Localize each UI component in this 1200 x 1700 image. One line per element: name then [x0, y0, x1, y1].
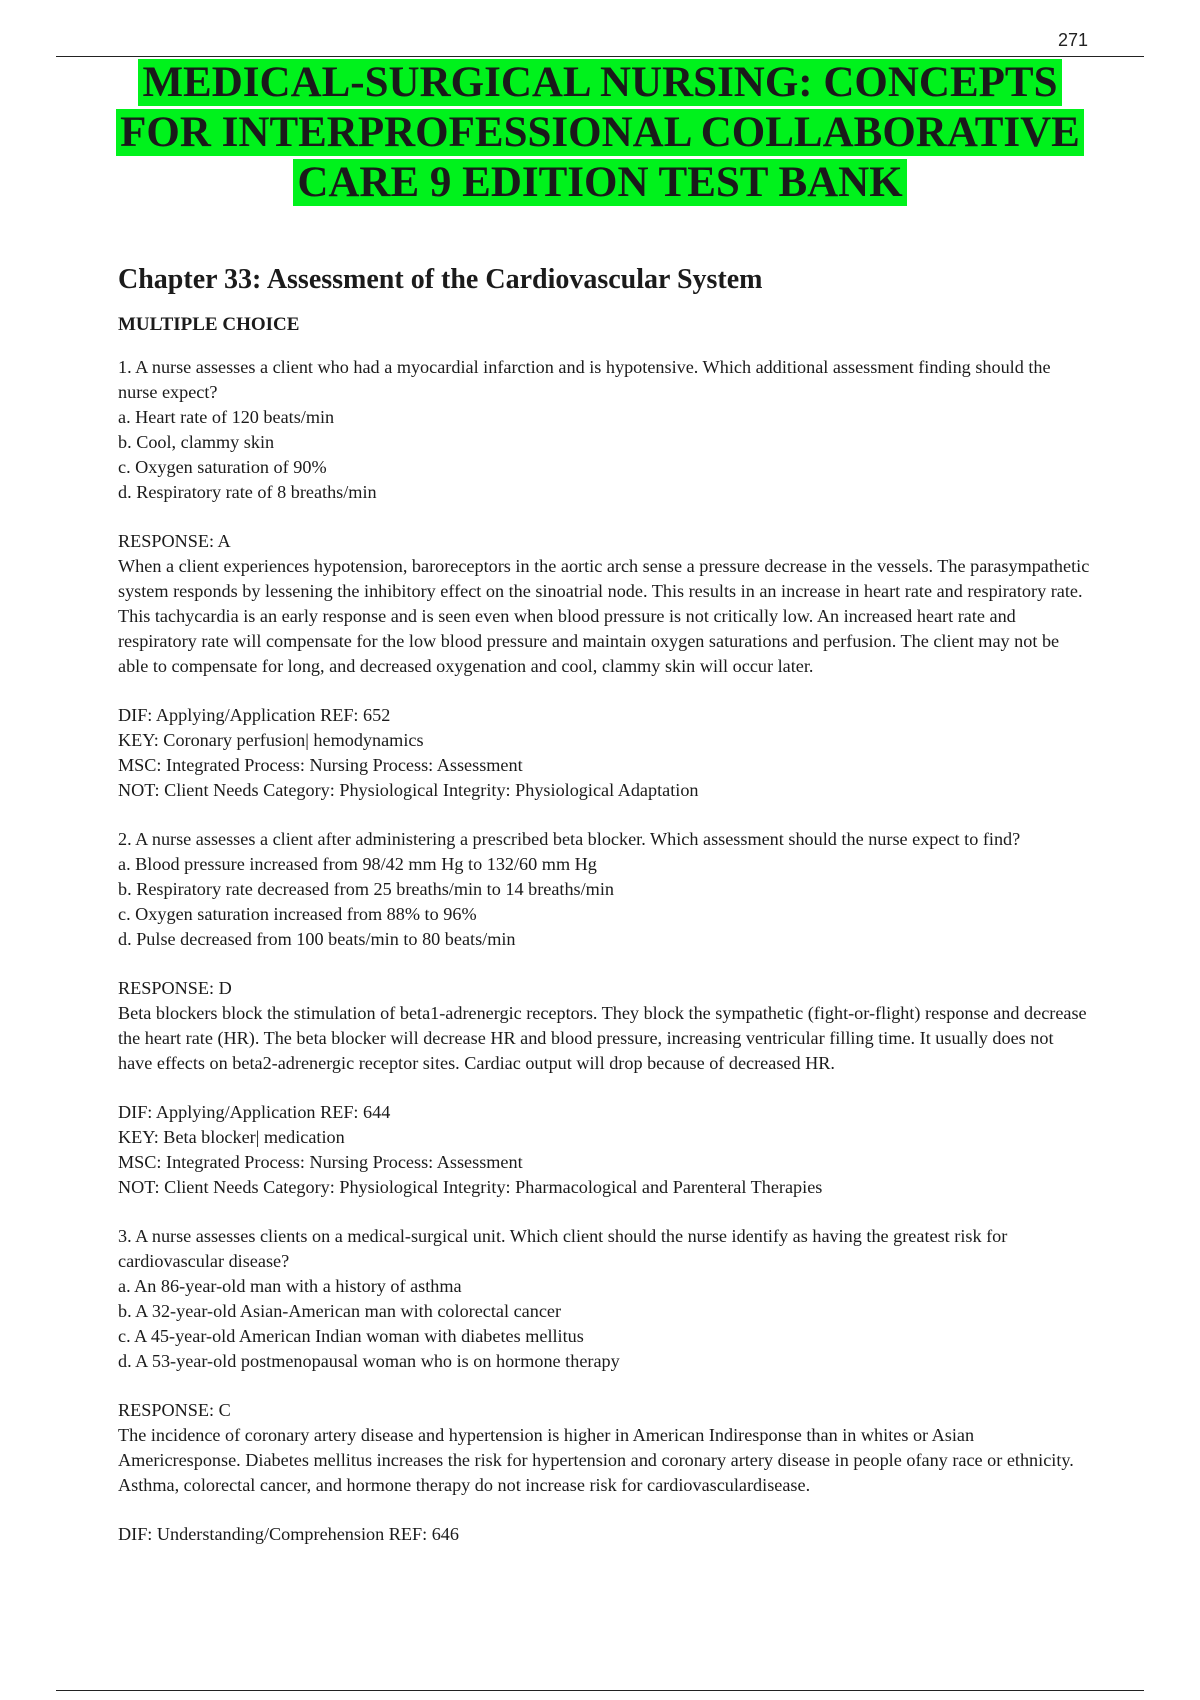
question-3: [118, 1224, 1090, 1547]
rationale: When a client experiences hypotension, baroreceptors in the aortic arch sense a pressure decrease in the vessels. The parasympathetic system responds by lessening the inhibitory effect on the sinoatrial node. This results in an increase in heart rate and respiratory rate. This tachycardia is an early response and is seen even when blood pressure is not critically low. An increased heart rate and respiratory rate will compensate for the low blood pressure and maintain oxygen saturations and perfusion. The client may not be able to compensate for long, and decreased oxygenation and cool, clammy skin will occur later.: [118, 556, 1090, 676]
question-1-answer-block: [118, 529, 1090, 679]
rationale: The incidence of coronary artery disease and hypertension is higher in American Indiresponse than in whites or Asian Americresponse. Diabetes mellitus increases the risk for hypertension and coronary artery disease in people ofany race or ethnicity. Asthma, colorectal cancer, and hormone therapy do not increase risk for cardiovasculardisease.: [118, 1425, 1074, 1495]
footer-rule: [56, 1690, 1144, 1691]
option-c: c. A 45-year-old American Indian woman with diabetes mellitus: [118, 1326, 584, 1346]
question-stem: 3. A nurse assesses clients on a medical-surgical unit. Which client should the nurse identify as having the greatest risk for cardiovascular disease?: [118, 1226, 1008, 1271]
page-number: 271: [1057, 30, 1088, 50]
key: KEY: Beta blocker| medication: [118, 1127, 345, 1147]
option-d: d. A 53-year-old postmenopausal woman who is on hormone therapy: [118, 1351, 620, 1371]
question-2-meta-block: [118, 1100, 1090, 1200]
question-stem: 2. A nurse assesses a client after administering a prescribed beta blocker. Which assessment should the nurse expect to find?: [118, 829, 1021, 849]
option-b: b. A 32-year-old Asian-American man with colorectal cancer: [118, 1301, 562, 1321]
question-2-answer-block: [118, 976, 1090, 1076]
dif: DIF: Applying/Application REF: 644: [118, 1102, 391, 1122]
question-1-stem-block: [118, 355, 1090, 505]
response: RESPONSE: A: [118, 531, 231, 551]
option-a: a. Heart rate of 120 beats/min: [118, 407, 335, 427]
dif: DIF: Applying/Application REF: 652: [118, 705, 391, 725]
question-1-meta-block: [118, 703, 1090, 803]
question-1: [118, 355, 1090, 803]
highlighted-title: [60, 58, 1140, 208]
option-b: b. Respiratory rate decreased from 25 breaths/min to 14 breaths/min: [118, 879, 614, 899]
response: RESPONSE: D: [118, 978, 232, 998]
test-bank-content: [118, 262, 1090, 1571]
option-c: c. Oxygen saturation increased from 88% to 96%: [118, 904, 477, 924]
key: KEY: Coronary perfusion| hemodynamics: [118, 730, 424, 750]
question-2-stem-block: [118, 827, 1090, 952]
question-3-stem-block: [118, 1224, 1090, 1374]
question-2: [118, 827, 1090, 1200]
option-a: a. An 86-year-old man with a history of asthma: [118, 1276, 462, 1296]
question-stem: 1. A nurse assesses a client who had a myocardial infarction and is hypotensive. Which additional assessment finding should the nurse expect?: [118, 357, 1051, 402]
option-a: a. Blood pressure increased from 98/42 mm Hg to 132/60 mm Hg: [118, 854, 597, 874]
header-rule: [56, 56, 1144, 57]
chapter-title: Chapter 33: Assessment of the Cardiovascular System: [118, 264, 763, 295]
not: NOT: Client Needs Category: Physiological Integrity: Pharmacological and Parenteral Therapies: [118, 1177, 823, 1197]
msc: MSC: Integrated Process: Nursing Process: Assessment: [118, 1152, 523, 1172]
rationale: Beta blockers block the stimulation of beta1-adrenergic receptors. They block the sympathetic (fight-or-flight) response and decrease the heart rate (HR). The beta blocker will decrease HR and blood pressure, increasing ventricular filling time. It usually does not have effects on beta2-adrenergic receptor sites. Cardiac output will drop because of decreased HR.: [118, 1003, 1087, 1073]
section-title: MULTIPLE CHOICE: [118, 314, 300, 335]
option-b: b. Cool, clammy skin: [118, 432, 275, 452]
response: RESPONSE: C: [118, 1400, 231, 1420]
option-c: c. Oxygen saturation of 90%: [118, 457, 327, 477]
title-line-3: CARE 9 EDITION TEST BANK: [293, 159, 906, 206]
question-3-meta-block: [118, 1522, 1090, 1547]
msc: MSC: Integrated Process: Nursing Process: Assessment: [118, 755, 523, 775]
title-line-2: FOR INTERPROFESSIONAL COLLABORATIVE: [116, 109, 1084, 156]
option-d: d. Respiratory rate of 8 breaths/min: [118, 482, 377, 502]
option-d: d. Pulse decreased from 100 beats/min to 80 beats/min: [118, 929, 516, 949]
question-3-answer-block: [118, 1398, 1090, 1498]
not: NOT: Client Needs Category: Physiological Integrity: Physiological Adaptation: [118, 780, 699, 800]
dif: DIF: Understanding/Comprehension REF: 646: [118, 1524, 459, 1544]
title-line-1: MEDICAL-SURGICAL NURSING: CONCEPTS: [138, 59, 1061, 106]
